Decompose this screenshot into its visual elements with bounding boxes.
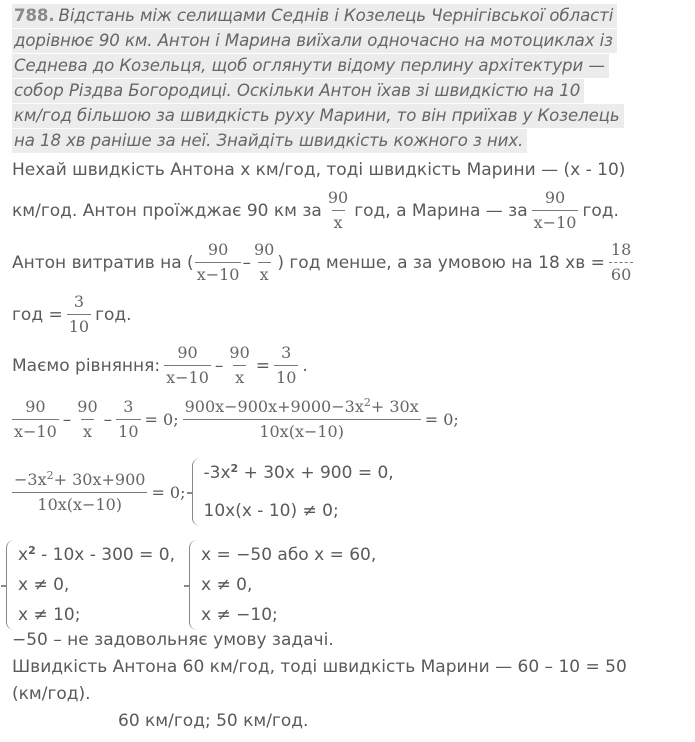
solution-line-7: $\frac{-3x^2+ 30x+900}{10x(x-10)}$ = 0; $-3x^2 + 30x + 900 = 0$, 10x(x - 10) ≠ 0; [12,458,394,526]
brace-icon [189,540,199,630]
solution-line-1: Нехай швидкість Антона х км/год, тоді швидкість Марини — (х - 10) [12,160,626,180]
solution-line-10: Швидкість Антона 60 км/год, тоді швидкість Марини — 60 – 10 = 50 [12,657,627,677]
equation-system: $x^2 - 10x - 300 = 0$, x ≠ 0, x ≠ 10; [6,540,175,630]
fraction: $\frac{-3x^2+ 30x+900}{10x(x-10)}$ [14,468,146,514]
equation-system: $-3x^2 + 30x + 900 = 0$, 10x(x - 10) ≠ 0; [192,458,394,526]
fraction: $\frac{900x-900x+9000-3x^2+ 30x}{10x(x-10)}$ [184,396,419,441]
fraction: $\frac{90}{x}$ [327,188,349,232]
fraction: $\frac{18}{60}$ [610,240,632,284]
fraction: $\frac{90}{x}$ [77,397,98,441]
problem-line: км/год більшою за швидкість руху Марини, то він приїхав у Козелець [12,104,624,128]
problem-number: 788. [14,6,55,25]
solution-line-8 [6,540,376,630]
solution-line-11: (км/год). [12,684,91,704]
fraction: $\frac{90}{x-10}$ [196,240,240,284]
fraction: $\frac{3}{10}$ [68,292,90,336]
equation-system: x = −50 або x = 60, x ≠ 0, x ≠ −10; [189,540,376,630]
brace-icon [192,458,202,526]
problem-line: дорівнює 90 км. Антон і Марина виїхали одночасно на мотоциклах із [12,29,624,53]
problem-statement [12,4,624,154]
answer: 60 км/год; 50 км/год. [118,711,309,731]
solution-line-9: −50 – не задовольняє умову задачі. [12,630,334,650]
fraction: $\frac{3}{10}$ [118,397,139,441]
problem-line: собор Різдва Богородиці. Оскільки Антон їхав зі швидкістю на 10 [12,79,624,103]
fraction: $\frac{90}{x-10}$ [14,397,57,441]
fraction: $\frac{90}{x-10}$ [533,188,577,232]
solution-line-4: год = $\frac{3}{10}$ год. [12,292,132,336]
solution-line-5: Маємо рівняння: $\frac{90}{x-10}$ – $\frac{90}{x}$ = $\frac{3}{10}$ . [12,343,308,387]
solution-line-3: Антон витратив на ( $\frac{90}{x-10}$ – $\frac{90}{x}$ ) год менше, а за умовою на 18 хв = $\frac{18}{60}$ [12,240,632,284]
solution-line-2: км/год. Антон проїжджає 90 км за $\frac{90}{x}$ год, а Марина — за $\frac{90}{x-10}$ год. [12,188,619,232]
fraction: $\frac{90}{x}$ [253,240,275,284]
solution-line-6: $\frac{90}{x-10}$ – $\frac{90}{x}$ – $\frac{3}{10}$ = 0; $\frac{900x-900x+9000-3x^2+ 30x}{10x(x-10)}$ = 0; [14,396,459,441]
brace-icon [6,540,16,630]
problem-line: 788. Відстань між селищами Седнів і Козелець Чернігівської області [12,4,624,28]
problem-line: на 18 хв раніше за неї. Знайдіть швидкість кожного з них. [12,129,624,153]
fraction: $\frac{90}{x}$ [229,343,250,387]
fraction: $\frac{3}{10}$ [276,343,297,387]
fraction: $\frac{90}{x-10}$ [166,343,209,387]
problem-line: Седнева до Козельця, щоб оглянути відому перлину архітектури — [12,54,624,78]
